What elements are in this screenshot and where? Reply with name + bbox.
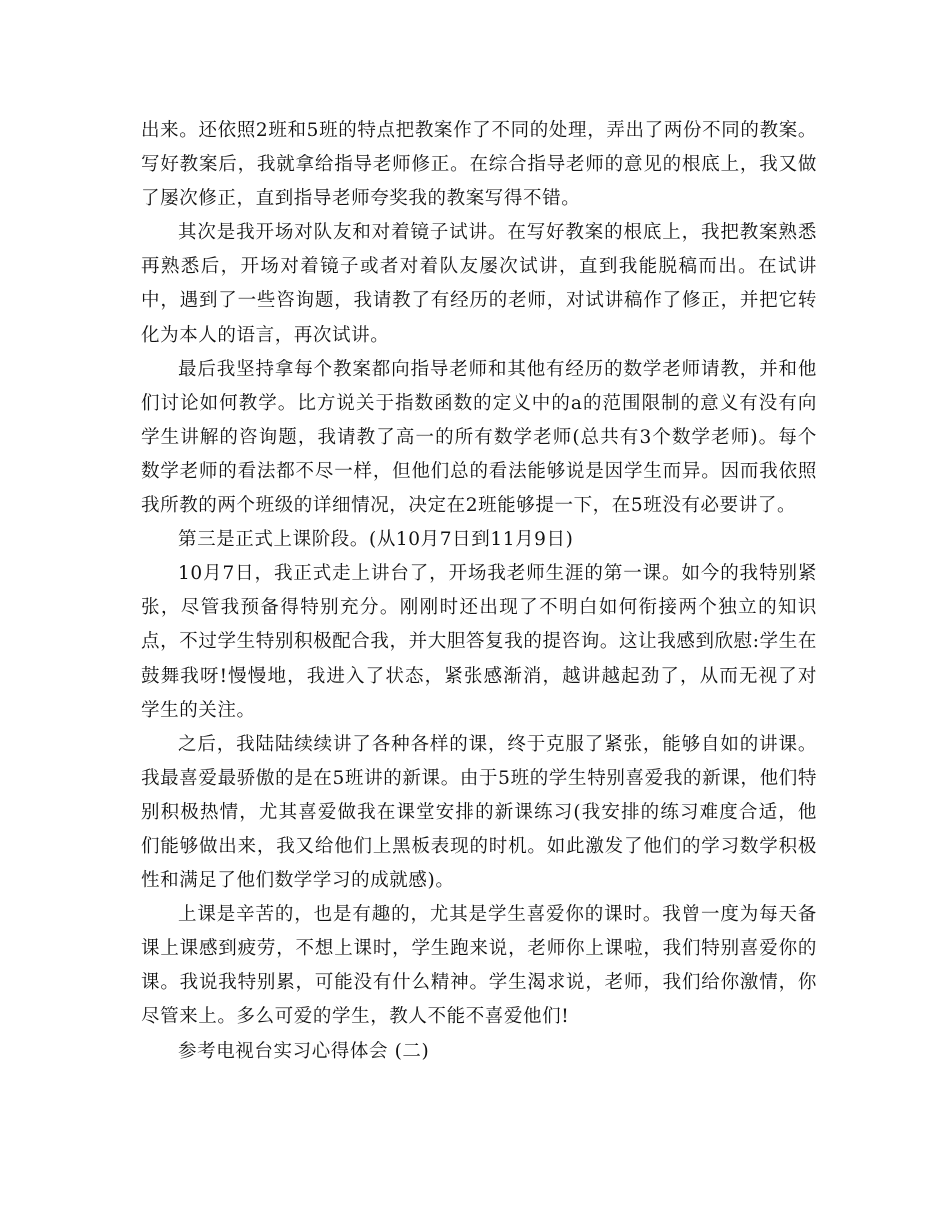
paragraph-first-lesson: 10月7日，我正式走上讲台了，开场我老师生涯的第一课。如今的我特别紧张，尽管我预备得特别充分。刚刚时还出现了不明白如何衔接两个独立的知识点，不过学生特别积极配合我，并大胆答复我的提咨询。这让我感到欣慰:学生在鼓舞我呀!慢慢地，我进入了状态，紧张感渐消，越讲越起劲了，从而无视了对学生的关注。	[141, 563, 817, 721]
paragraph-consult-teachers: 最后我坚持拿每个教案都向指导老师和其他有经历的数学老师请教，并和他们讨论如何教学。比方说关于指数函数的定义中的a的范围限制的意义有没有向学生讲解的咨询题，我请教了高一的所有数学老师(总共有3个数学老师)。每个数学老师的看法都不尽一样，但他们总的看法能够说是因学生而异。因而我依照我所教的两个班级的详细情况，决定在2班能够提一下，在5班没有必要讲了。	[141, 358, 817, 517]
paragraph-rehearsal: 其次是我开场对队友和对着镜子试讲。在写好教案的根底上，我把教案熟悉再熟悉后，开场对着镜子或者对着队友屡次试讲，直到我能脱稿而出。在试讲中，遇到了一些咨询题，我请教了有经历的老师，对试讲稿作了修正，并把它转化为本人的语言，再次试讲。	[141, 222, 817, 346]
paragraph-later-lessons: 之后，我陆陆续续讲了各种各样的课，终于克服了紧张，能够自如的讲课。我最喜爱最骄傲的是在5班讲的新课。由于5班的学生特别喜爱我的新课，他们特别积极热情，尤其喜爱做我在课堂安排的新课练习(我安排的练习难度合适，他们能够做出来，我又给他们上黑板表现的时机。如此激发了他们的学习数学积极性和满足了他们数学学习的成就感)。	[141, 733, 817, 892]
paragraph-continued: 出来。还依照2班和5班的特点把教案作了不同的处理，弄出了两份不同的教案。写好教案后，我就拿给指导老师修正。在综合指导老师的意见的根底上，我又做了屡次修正，直到指导老师夸奖我的教案写得不错。	[141, 120, 817, 210]
section-title-part-two: 参考电视台实习心得体会 (二)	[178, 1040, 430, 1062]
paragraph-reflection: 上课是辛苦的，也是有趣的，尤其是学生喜爱你的课时。我曾一度为每天备课上课感到疲劳，不想上课时，学生跑来说，老师你上课啦，我们特别喜爱你的课。我说我特别累，可能没有什么精神。学生渴求说，老师，我们给你激情，你尽管来上。多么可爱的学生，教人不能不喜爱他们!	[141, 904, 817, 1028]
document-body	[141, 114, 817, 1069]
paragraph-stage-three-heading: 第三是正式上课阶段。(从10月7日到11月9日)	[178, 529, 574, 551]
